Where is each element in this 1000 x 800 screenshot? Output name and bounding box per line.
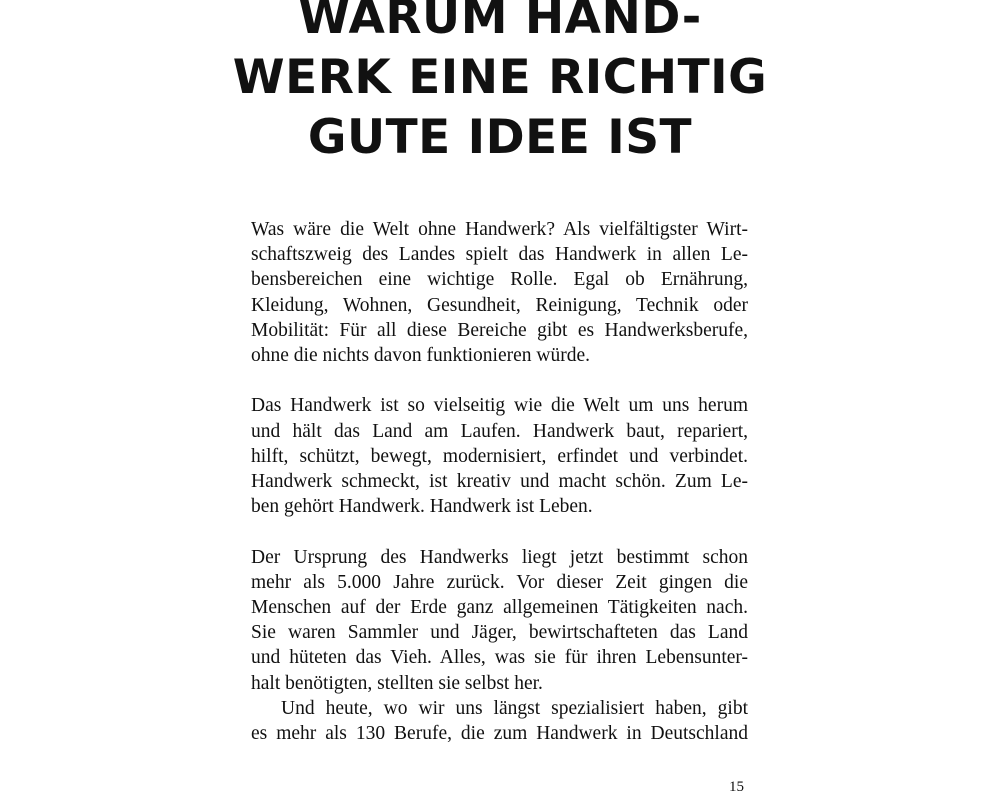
text-line: Und heute, wo wir uns längst spezialisiert haben, gibt [281, 697, 748, 719]
text-line: ohne die nichts davon funktionieren würde. [251, 345, 590, 367]
text-line: mehr als 5.000 Jahre zurück. Vor dieser Zeit gingen die [251, 571, 748, 593]
text-line: bensbereichen eine wichtige Rolle. Egal ob Ernährung, [251, 269, 748, 291]
text-line: und hält das Land am Laufen. Handwerk baut, repariert, [251, 420, 748, 442]
heading-line: WERK EINE RICHTIG [232, 50, 768, 105]
text-line: Mobilität: Für all diese Bereiche gibt es Handwerksberufe, [251, 319, 748, 341]
text-line: Handwerk schmeckt, ist kreativ und macht schön. Zum Le- [251, 471, 748, 493]
page-number: 15 [729, 779, 744, 795]
heading-line: GUTE IDEE IST [307, 110, 693, 165]
text-line: es mehr als 130 Berufe, die zum Handwerk in Deutschland [251, 723, 748, 745]
paragraph-3 [251, 545, 748, 696]
text-line: Der Ursprung des Handwerks liegt jetzt bestimmt schon [251, 546, 748, 568]
text-line: hilft, schützt, bewegt, modernisiert, erfindet und verbindet. [251, 445, 748, 467]
text-line: Das Handwerk ist so vielseitig wie die Welt um uns herum [251, 395, 748, 417]
heading-line: WARUM HAND- [298, 0, 702, 45]
body-text [251, 217, 748, 746]
paragraph-1 [251, 217, 748, 368]
chapter-heading [230, 0, 770, 168]
text-line: Menschen auf der Erde ganz allgemeinen Tätigkeiten nach. [251, 597, 748, 619]
text-line: schaftszweig des Landes spielt das Handwerk in allen Le- [251, 244, 748, 266]
text-line: Kleidung, Wohnen, Gesundheit, Reinigung, Technik oder [251, 294, 748, 316]
paragraph-2 [251, 393, 748, 519]
text-line: ben gehört Handwerk. Handwerk ist Leben. [251, 496, 593, 518]
text-line: halt benötigten, stellten sie selbst her. [251, 672, 543, 694]
paragraph-4 [251, 696, 748, 746]
text-line: und hüteten das Vieh. Alles, was sie für ihren Lebensunter- [251, 647, 748, 669]
text-line: Was wäre die Welt ohne Handwerk? Als vielfältigster Wirt- [251, 219, 748, 240]
text-line: Sie waren Sammler und Jäger, bewirtschafteten das Land [251, 622, 748, 644]
